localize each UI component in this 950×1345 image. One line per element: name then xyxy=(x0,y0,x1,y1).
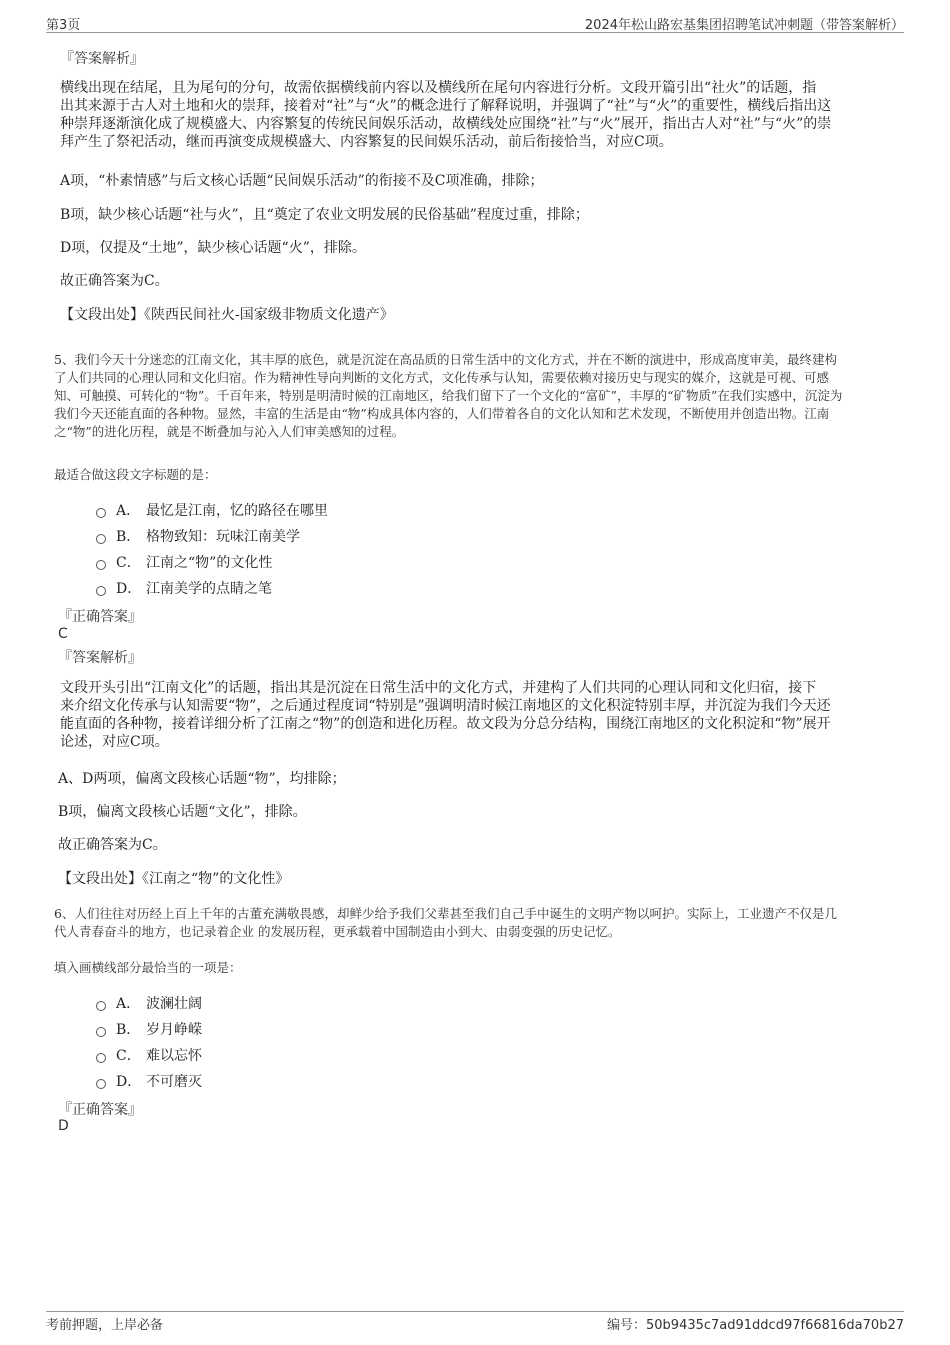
q4-analysis-label: 『答案解析』 xyxy=(60,51,144,67)
q5-question xyxy=(54,351,904,441)
q5-prompt: 最适合做这段文字标题的是： xyxy=(54,467,217,482)
q6-prompt: 填入画横线部分最恰当的一项是： xyxy=(54,960,242,975)
q5-question-line: 知、可触摸、可转化的“物”。千百年来，特别是明清时候的江南地区，给我们留下了一个文化的“富矿”，丰厚的“矿物质”在我们实感中，沉淀为 xyxy=(54,388,843,403)
q4-analysis-paragraph xyxy=(60,80,900,152)
radio-icon[interactable] xyxy=(96,1027,106,1037)
q5-answer-label: 『正确答案』 xyxy=(58,609,142,625)
q4-source: 【文段出处】《陕西民间社火-国家级非物质文化遗产》 xyxy=(60,307,394,323)
q5-answer: C xyxy=(58,626,68,642)
q5-point-b: B项，偏离文段核心话题“文化”，排除。 xyxy=(58,804,307,820)
option-text: 格物致知：玩味江南美学 xyxy=(146,529,300,545)
radio-icon[interactable] xyxy=(96,1079,106,1089)
option-letter: C． xyxy=(116,555,141,571)
q4-point-b: B项，缺少核心话题“社与火”，且“奠定了农业文明发展的民俗基础”程度过重，排除； xyxy=(60,207,589,223)
q5-analysis-line: 来介绍文化传承与认知需要“物”，之后通过程度词“特别是”强调明清时候江南地区的文化积淀特别丰厚，并沉淀为我们今天还 xyxy=(60,698,831,714)
q6-option-d[interactable] xyxy=(96,1071,202,1091)
option-text: 江南之“物”的文化性 xyxy=(146,555,273,571)
option-letter: D． xyxy=(116,581,142,597)
q5-point-ad: A、D两项，偏离文段核心话题“物”，均排除； xyxy=(58,771,346,787)
q5-option-d[interactable] xyxy=(96,578,272,598)
q4-analysis-line: 横线出现在结尾，且为尾句的分句，故需依据横线前内容以及横线所在尾句内容进行分析。文段开篇引出“社火”的话题，指 xyxy=(60,80,817,96)
q6-question xyxy=(54,905,904,941)
footer-slogan: 考前押题，上岸必备 xyxy=(46,1318,164,1333)
q4-point-a: A项，“朴素情感”与后文核心话题“民间娱乐活动”的衔接不及C项准确，排除； xyxy=(60,173,544,189)
q5-question-line: 之“物”的进化历程，就是不断叠加与沁入人们审美感知的过程。 xyxy=(54,424,405,439)
option-text: 难以忘怀 xyxy=(146,1048,202,1064)
q5-question-line: 我们今天还能直面的各种物。显然，丰富的生活是由“物”构成具体内容的，人们带着各自的文化认知和艺术发现，不断使用并创造出物。江南 xyxy=(54,406,830,421)
document-title: 2024年松山路宏基集团招聘笔试冲刺题（带答案解析） xyxy=(584,18,904,33)
q6-option-a[interactable] xyxy=(96,993,202,1013)
q4-analysis-line: 拜产生了祭祀活动，继而再演变成规模盛大、内容繁复的民间娱乐活动，前后衔接恰当，对应C项。 xyxy=(60,134,673,150)
footer-divider xyxy=(46,1311,904,1312)
radio-icon[interactable] xyxy=(96,586,106,596)
q4-conclusion: 故正确答案为C。 xyxy=(60,273,169,289)
footer-code: 编号：50b9435c7ad91ddcd97f66816da70b27 xyxy=(607,1318,904,1333)
q5-option-b[interactable] xyxy=(96,526,300,546)
radio-icon[interactable] xyxy=(96,1001,106,1011)
q5-analysis-label: 『答案解析』 xyxy=(58,650,142,666)
q5-analysis-line: 能直面的各种物，接着详细分析了江南之“物”的创造和进化历程。故文段为分总分结构，围绕江南地区的文化积淀和“物”展开 xyxy=(60,716,831,732)
radio-icon[interactable] xyxy=(96,560,106,570)
q4-analysis-line: 种崇拜逐渐演化成了规模盛大、内容繁复的传统民间娱乐活动，故横线处应围绕“社”与“火”展开，指出古人对“社”与“火”的崇 xyxy=(60,116,832,132)
q5-analysis-line: 论述，对应C项。 xyxy=(60,734,169,750)
q4-analysis-line: 出其来源于古人对土地和火的崇拜，接着对“社”与“火”的概念进行了解释说明，并强调了“社”与“火”的重要性，横线后指出这 xyxy=(60,98,832,114)
q5-analysis-paragraph xyxy=(60,680,900,752)
option-letter: A． xyxy=(116,996,141,1012)
option-text: 波澜壮阔 xyxy=(146,996,202,1012)
q6-question-line: 6、人们往往对历经上百上千年的古董充满敬畏感，却鲜少给予我们父辈甚至我们自己手中诞生的文明产物以呵护。实际上，工业遗产不仅是几 xyxy=(54,906,837,921)
q5-analysis-line: 文段开头引出“江南文化”的话题，指出其是沉淀在日常生活中的文化方式，并建构了人们共同的心理认同和文化归宿，接下 xyxy=(60,680,817,696)
q5-option-a[interactable] xyxy=(96,500,328,520)
q6-question-line: 代人青春奋斗的地方，也记录着企业 的发展历程，更承载着中国制造由小到大、由弱变强的历史记忆。 xyxy=(54,924,621,939)
option-letter: A． xyxy=(116,503,141,519)
page-number: 第3页 xyxy=(46,18,81,33)
radio-icon[interactable] xyxy=(96,1053,106,1063)
radio-icon[interactable] xyxy=(96,508,106,518)
option-text: 不可磨灭 xyxy=(146,1074,202,1090)
q6-answer: D xyxy=(58,1118,69,1134)
option-text: 岁月峥嵘 xyxy=(146,1022,202,1038)
option-letter: B． xyxy=(116,529,141,545)
option-letter: B． xyxy=(116,1022,141,1038)
q5-option-c[interactable] xyxy=(96,552,272,572)
option-letter: C． xyxy=(116,1048,141,1064)
radio-icon[interactable] xyxy=(96,534,106,544)
q5-question-line: 了人们共同的心理认同和文化归宿。作为精神性导向判断的文化方式，文化传承与认知，需要依赖对接历史与现实的媒介，这就是可视、可感 xyxy=(54,370,830,385)
q6-option-b[interactable] xyxy=(96,1019,202,1039)
q6-answer-label: 『正确答案』 xyxy=(58,1102,142,1118)
q5-source: 【文段出处】《江南之“物”的文化性》 xyxy=(58,871,290,887)
option-text: 最忆是江南，忆的路径在哪里 xyxy=(146,503,328,519)
option-text: 江南美学的点睛之笔 xyxy=(146,581,272,597)
q5-conclusion: 故正确答案为C。 xyxy=(58,837,167,853)
q4-point-d: D项，仅提及“土地”，缺少核心话题“火”，排除。 xyxy=(60,240,366,256)
q5-question-line: 5、我们今天十分迷恋的江南文化，其丰厚的底色，就是沉淀在高品质的日常生活中的文化方式，并在不断的演进中，形成高度审美，最终建构 xyxy=(54,352,837,367)
q6-option-c[interactable] xyxy=(96,1045,202,1065)
header-divider xyxy=(46,32,904,33)
option-letter: D． xyxy=(116,1074,142,1090)
